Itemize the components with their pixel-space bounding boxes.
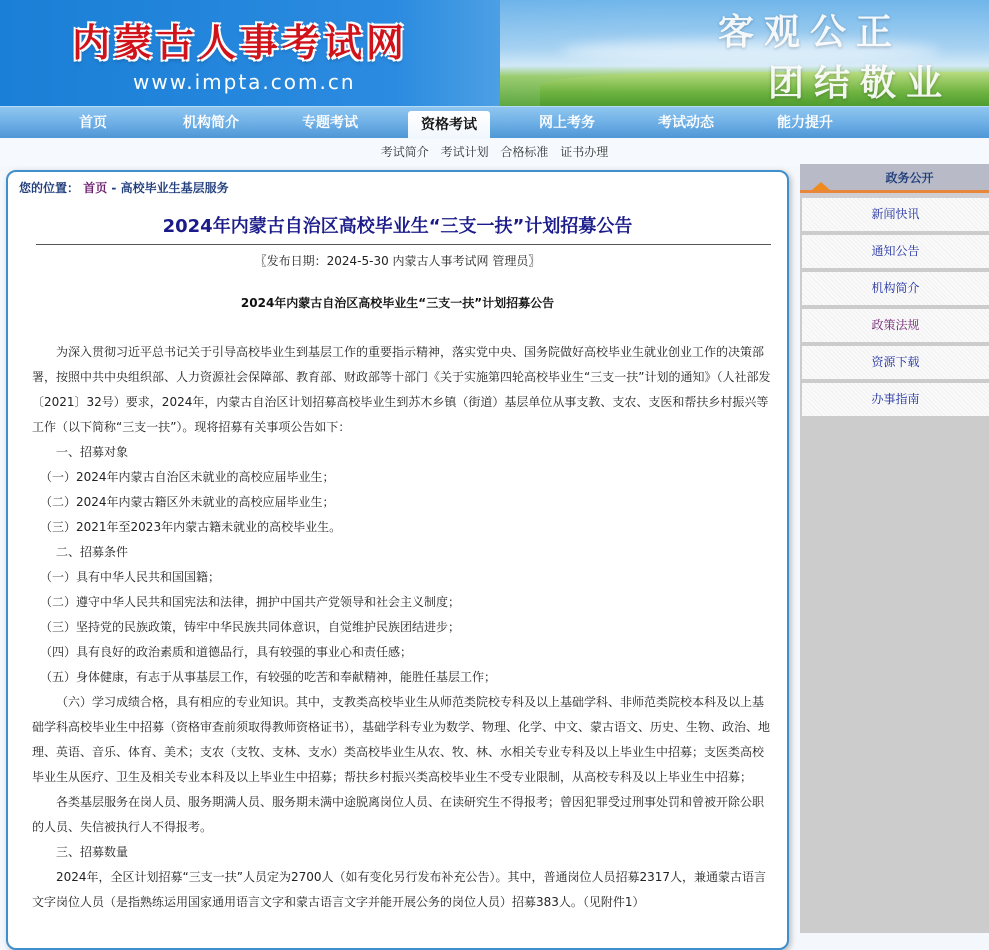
sidebar-item-about[interactable]: 机构简介 <box>802 272 989 305</box>
triangle-up-icon <box>812 182 830 190</box>
slogan-line-2: 团结敬业 <box>768 62 953 104</box>
breadcrumb-home-link[interactable]: 首页 <box>83 181 108 195</box>
subnav-exam-plan[interactable]: 考试计划 <box>440 145 489 159</box>
sidebar-item-policies[interactable]: 政策法规 <box>802 309 989 342</box>
article-panel <box>6 170 789 950</box>
sidebar-item-news[interactable]: 新闻快讯 <box>802 198 989 231</box>
sidebar-item-notices[interactable]: 通知公告 <box>802 235 989 268</box>
article-inner-title: 2024年内蒙古自治区高校毕业生“三支一扶”计划招募公告 <box>240 296 555 310</box>
site-logo-title[interactable]: 内蒙古人事考试网 <box>72 20 409 65</box>
slogan-line-1: 客观公正 <box>718 11 903 53</box>
intro-paragraph: 为深入贯彻习近平总书记关于引导高校毕业生到基层工作的重要指示精神，落实党中央、国务院做好高校毕业生就业创业工作的决策部署，按照中共中央组织部、人力资源社会保障部、教育部、财政部等十部门《关于实施第四轮高校毕业生“三支一扶”计划的通知》（人社部发〔2021〕32号）要求，2024年，内蒙古自治区计划招募高校毕业生到苏木乡镇（街道）基层单位从事支教、支农、支医和帮扶乡村振兴等工作（以下简称“三支一扶”）。现将招募有关事项公告如下： <box>32 345 771 434</box>
section-heading-recruit-targets: 一、招募对象 <box>56 445 129 459</box>
list-item: （五）身体健康，有志于从事基层工作，有较强的吃苦和奉献精神，能胜任基层工作； <box>40 670 497 684</box>
nav-item-online-affairs[interactable]: 网上考务 <box>539 115 595 131</box>
breadcrumb-label: 您的位置： <box>19 181 80 195</box>
list-item: （六）学习成绩合格，具有相应的专业知识。其中，支教类高校毕业生从师范类院校专科及以上基础学科、非师范类院校本科及以上基础学科高校毕业生中招募（资格审查前须取得教师资格证书），基础学科专业为数学、物理、化学、中文、蒙古语文、历史、生物、政治、地理、英语、音乐、体育、美术；支农（支牧、支林、支水）类高校毕业生从农、牧、林、水相关专业专科及以上毕业生中招募；支医类高校毕业生从医疗、卫生及相关专业本科及以上毕业生中招募；帮扶乡村振兴类高校毕业生不受专业限制，从高校专科及以上毕业生中招募； <box>32 695 771 784</box>
article-title: 2024年内蒙古自治区高校毕业生“三支一扶”计划招募公告 <box>162 216 633 237</box>
nav-item-about[interactable]: 机构简介 <box>183 115 239 131</box>
breadcrumb-current-link[interactable]: 高校毕业生基层服务 <box>120 181 229 195</box>
quantity-paragraph: 2024年，全区计划招募“三支一扶”人员定为2700人（如有变化另行发布补充公告）。其中，普通岗位人员招募2317人，兼通蒙古语言文字岗位人员（是指熟练运用国家通用语言文字和蒙古语言文字并能开展公务的岗位人员）招募383人。（见附件1） <box>32 870 767 909</box>
sub-nav <box>0 138 989 166</box>
nav-item-special-exams[interactable]: 专题考试 <box>302 115 358 131</box>
list-item: （一）2024年内蒙古自治区未就业的高校应届毕业生； <box>40 470 335 484</box>
breadcrumb <box>19 179 229 196</box>
main-nav <box>0 106 989 138</box>
subnav-certificate[interactable]: 证书办理 <box>560 145 609 159</box>
sidebar-heading <box>800 164 989 193</box>
list-item: （三）坚持党的民族政策，铸牢中华民族共同体意识，自觉维护民族团结进步； <box>40 620 461 634</box>
list-item: （三）2021年至2023年内蒙古籍未就业的高校毕业生。 <box>40 520 342 534</box>
site-banner <box>0 0 989 106</box>
subnav-pass-standard[interactable]: 合格标准 <box>500 145 549 159</box>
section-heading-recruit-quantity: 三、招募数量 <box>56 845 129 859</box>
sidebar-heading-label: 政务公开 <box>885 171 934 185</box>
list-item: （二）2024年内蒙古籍区外未就业的高校应届毕业生； <box>40 495 335 509</box>
title-divider <box>36 244 771 245</box>
nav-item-skill-improvement[interactable]: 能力提升 <box>777 115 833 131</box>
site-url: www.impta.com.cn <box>133 70 356 94</box>
sidebar-item-service-guide[interactable]: 办事指南 <box>802 383 989 416</box>
article-body <box>32 340 772 915</box>
list-item: （四）具有良好的政治素质和道德品行，具有较强的事业心和责任感； <box>40 645 413 659</box>
sidebar-item-downloads[interactable]: 资源下载 <box>802 346 989 379</box>
subnav-exam-intro[interactable]: 考试简介 <box>380 145 429 159</box>
section-heading-recruit-conditions: 二、招募条件 <box>56 545 129 559</box>
nav-item-exam-news[interactable]: 考试动态 <box>658 115 714 131</box>
breadcrumb-separator: - <box>107 181 121 195</box>
nav-item-home[interactable]: 首页 <box>79 115 107 131</box>
exclusion-paragraph: 各类基层服务在岗人员、服务期满人员、服务期未满中途脱离岗位人员、在读研究生不得报考；曾因犯罪受过刑事处罚和曾被开除公职的人员、失信被执行人不得报考。 <box>32 795 765 834</box>
list-item: （二）遵守中华人民共和国宪法和法律，拥护中国共产党领导和社会主义制度； <box>40 595 461 609</box>
sidebar <box>800 164 989 933</box>
list-item: （一）具有中华人民共和国国籍； <box>40 570 221 584</box>
nav-item-qualification-exams[interactable]: 资格考试 <box>408 111 490 139</box>
publish-info: 〖发布日期：2024-5-30 内蒙古人事考试网 管理员〗 <box>254 254 541 268</box>
